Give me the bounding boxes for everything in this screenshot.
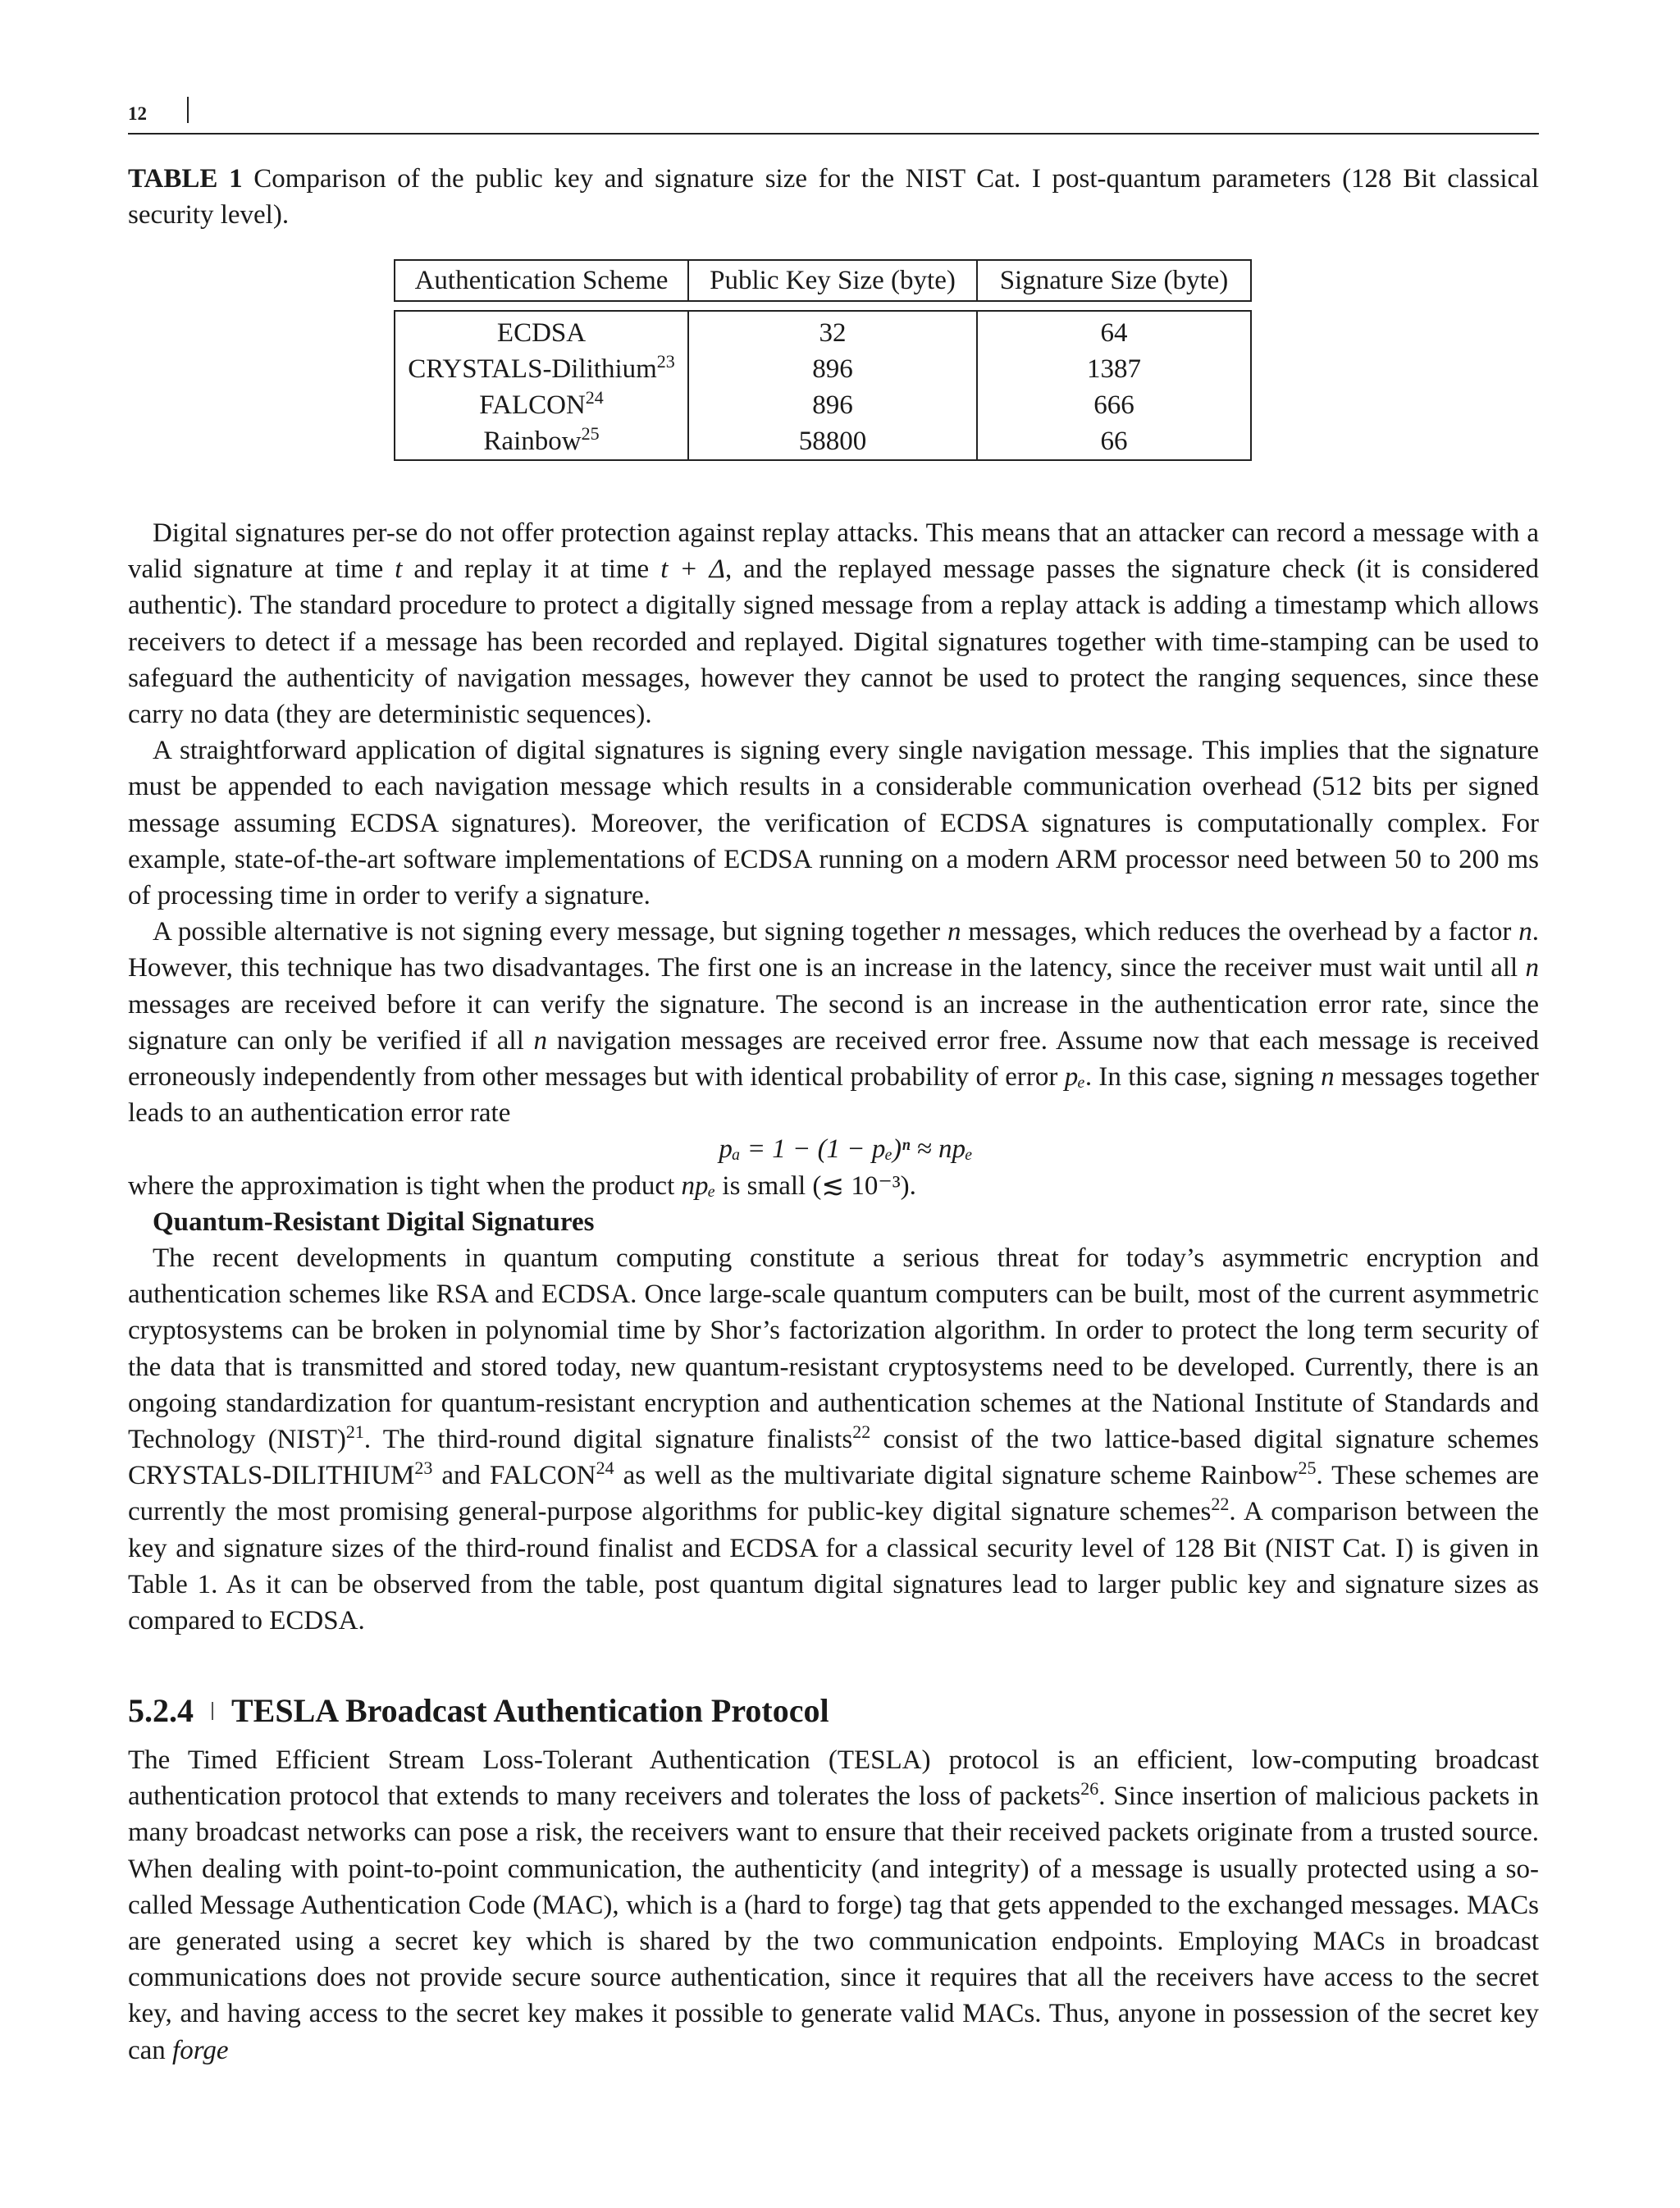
citation-ref[interactable]: 22: [1211, 1494, 1230, 1515]
cell-scheme: ECDSA: [395, 311, 688, 351]
equation-error-rate: pₐ = 1 − (1 − pₑ)ⁿ ≈ npₑ: [719, 1134, 973, 1165]
table-header-row: [395, 260, 1251, 301]
cell-scheme: CRYSTALS-Dilithium$^{23}$: [395, 351, 688, 387]
page-number: 12: [128, 103, 147, 124]
header-divider: [187, 97, 189, 123]
citation-ref[interactable]: 24: [596, 1458, 614, 1479]
cell-scheme: FALCON$^{24}$: [395, 387, 688, 423]
comparison-table: [394, 259, 1252, 461]
section-body: [128, 1742, 1539, 2069]
citation-ref[interactable]: 21: [345, 1421, 364, 1443]
citation-ref[interactable]: 23: [414, 1458, 433, 1479]
table-row: [395, 423, 1251, 460]
citation-ref[interactable]: 26: [1080, 1778, 1099, 1800]
paragraph-replay-attacks: Digital signatures per-se do not offer protection against replay attacks. This means that an attacker can record a message with a valid signature at time t and replay it at time t + Δ, and the replayed message passes the signature check (it is considered authentic). The standard procedure to protect a digitally signed message from a replay attack is adding a timestamp which allows receivers to detect if a message has been recorded and replayed. Digital signatures together with time-stamping can be used to safeguard the authenticity of navigation messages, however they cannot be used to protect the ranging sequences, since these carry no data (they are deterministic sequences).: [128, 518, 1540, 730]
citation-ref[interactable]: 22: [852, 1421, 871, 1443]
cell-signature: 666: [977, 387, 1251, 423]
cell-signature: 66: [977, 423, 1251, 460]
cell-scheme: Rainbow$^{25}$: [395, 423, 688, 460]
citation-ref[interactable]: 23: [656, 351, 675, 372]
cell-signature: 1387: [977, 351, 1251, 387]
cell-public-key: 896: [688, 351, 977, 387]
cell-signature: 64: [977, 311, 1251, 351]
column-header-signature: Signature Size (byte): [977, 260, 1251, 301]
section-heading: [128, 1691, 1539, 1730]
table-caption: [128, 161, 1539, 233]
section-title: TESLA Broadcast Authentication Protocol: [231, 1692, 829, 1729]
paragraph-signing-n-messages: A possible alternative is not signing every message, but signing together n messages, which reduces the overhead by a factor n. However, this technique has two disadvantages. The first one is an increase in the latency, since the receiver must wait until all n messages are received before it can verify the signature. The second is an increase in the authentication error rate, since the signature can only be verified if all n navigation messages are received error free. Assume now that each message is received erroneously independently from other messages but with identical probability of error pₑ. In this case, signing n messages together leads to an authentication error rate: [128, 917, 1540, 1129]
citation-ref[interactable]: 25: [581, 423, 600, 444]
cell-public-key: 58800: [688, 423, 977, 460]
paragraph-approximation: where the approximation is tight when the product npₑ is small (≲ 10⁻³).: [128, 1170, 916, 1201]
page-header: [128, 92, 1539, 135]
section-number: 5.2.4: [128, 1692, 194, 1729]
paragraph-quantum: The recent developments in quantum computing constitute a serious threat for today’s asymmetric encryption and authentication schemes like RSA and ECDSA. Once large-scale quantum computers can be built, most of the current asymmetric cryptosystems can be broken in polynomial time by Shor’s factorization algorithm. In order to protect the long term security of the data that is transmitted and stored today, new quantum-resistant cryptosystems need to be developed. Currently, there is an ongoing standardization for quantum-resistant encryption and authentication schemes at the National Institute of Standards and Technology (NIST)$^{21}$. The third-round digital signature finalists$^{22}$ consist of the two lattice-based digital signature schemes CRYSTALS-DILITHIUM$^{23}$ and FALCON$^{24}$ as well as the multivariate digital signature scheme Rainbow$^{25}$. These schemes are currently the most promising general-purpose algorithms for public-key digital signature schemes$^{22}$. A comparison between the key and signature sizes of the third-round finalist and ECDSA for a classical security level of 128 Bit (NIST Cat. I) is given in Table 1. As it can be observed from the table, post quantum digital signatures lead to larger public key and signature sizes as compared to ECDSA.: [128, 1243, 1539, 1636]
table-row: [395, 351, 1251, 387]
body-text: [128, 515, 1539, 1639]
table-caption-text: Comparison of the public key and signature size for the NIST Cat. I post-quantum parameters (128 Bit classical security level).: [128, 164, 1539, 230]
table-row: [395, 311, 1251, 351]
cell-public-key: 32: [688, 311, 977, 351]
citation-ref[interactable]: 24: [585, 387, 604, 408]
table-row: [395, 387, 1251, 423]
paragraph-tesla: The Timed Efficient Stream Loss-Tolerant Authentication (TESLA) protocol is an efficient, low-computing broadcast authentication protocol that extends to many receivers and tolerates the loss of packets$^{26}$. Since insertion of malicious packets in many broadcast networks can pose a risk, the receivers want to ensure that their received packets originate from a trusted source. When dealing with point-to-point communication, the authenticity (and integrity) of a message is usually protected using a so-called Message Authentication Code (MAC), which is a (hard to forge) tag that gets appended to the exchanged messages. MACs are generated using a secret key which is shared by the two communication endpoints. Employing MACs in broadcast communications does not provide secure source authentication, since it requires that all the receivers have access to the secret key, and having access to the secret key makes it possible to generate valid MACs. Thus, anyone in possession of the secret key can forge: [128, 1745, 1539, 2065]
column-header-scheme: Authentication Scheme: [395, 260, 688, 301]
cell-public-key: 896: [688, 387, 977, 423]
table-label: TABLE 1: [128, 164, 243, 194]
citation-ref[interactable]: 25: [1298, 1458, 1317, 1479]
section-separator: [212, 1702, 213, 1720]
column-header-public-key: Public Key Size (byte): [688, 260, 977, 301]
paragraph-signing-every-message: A straightforward application of digital signatures is signing every single navigation message. This implies that the signature must be appended to each navigation message which results in a considerable communication overhead (512 bits per signed message assuming ECDSA signatures). Moreover, the verification of ECDSA signatures is computationally complex. For example, state-of-the-art software implementations of ECDSA running on a modern ARM processor need between 50 to 200 ms of processing time in order to verify a signature.: [128, 736, 1539, 911]
subheading-quantum-resistant: Quantum-Resistant Digital Signatures: [153, 1207, 595, 1237]
